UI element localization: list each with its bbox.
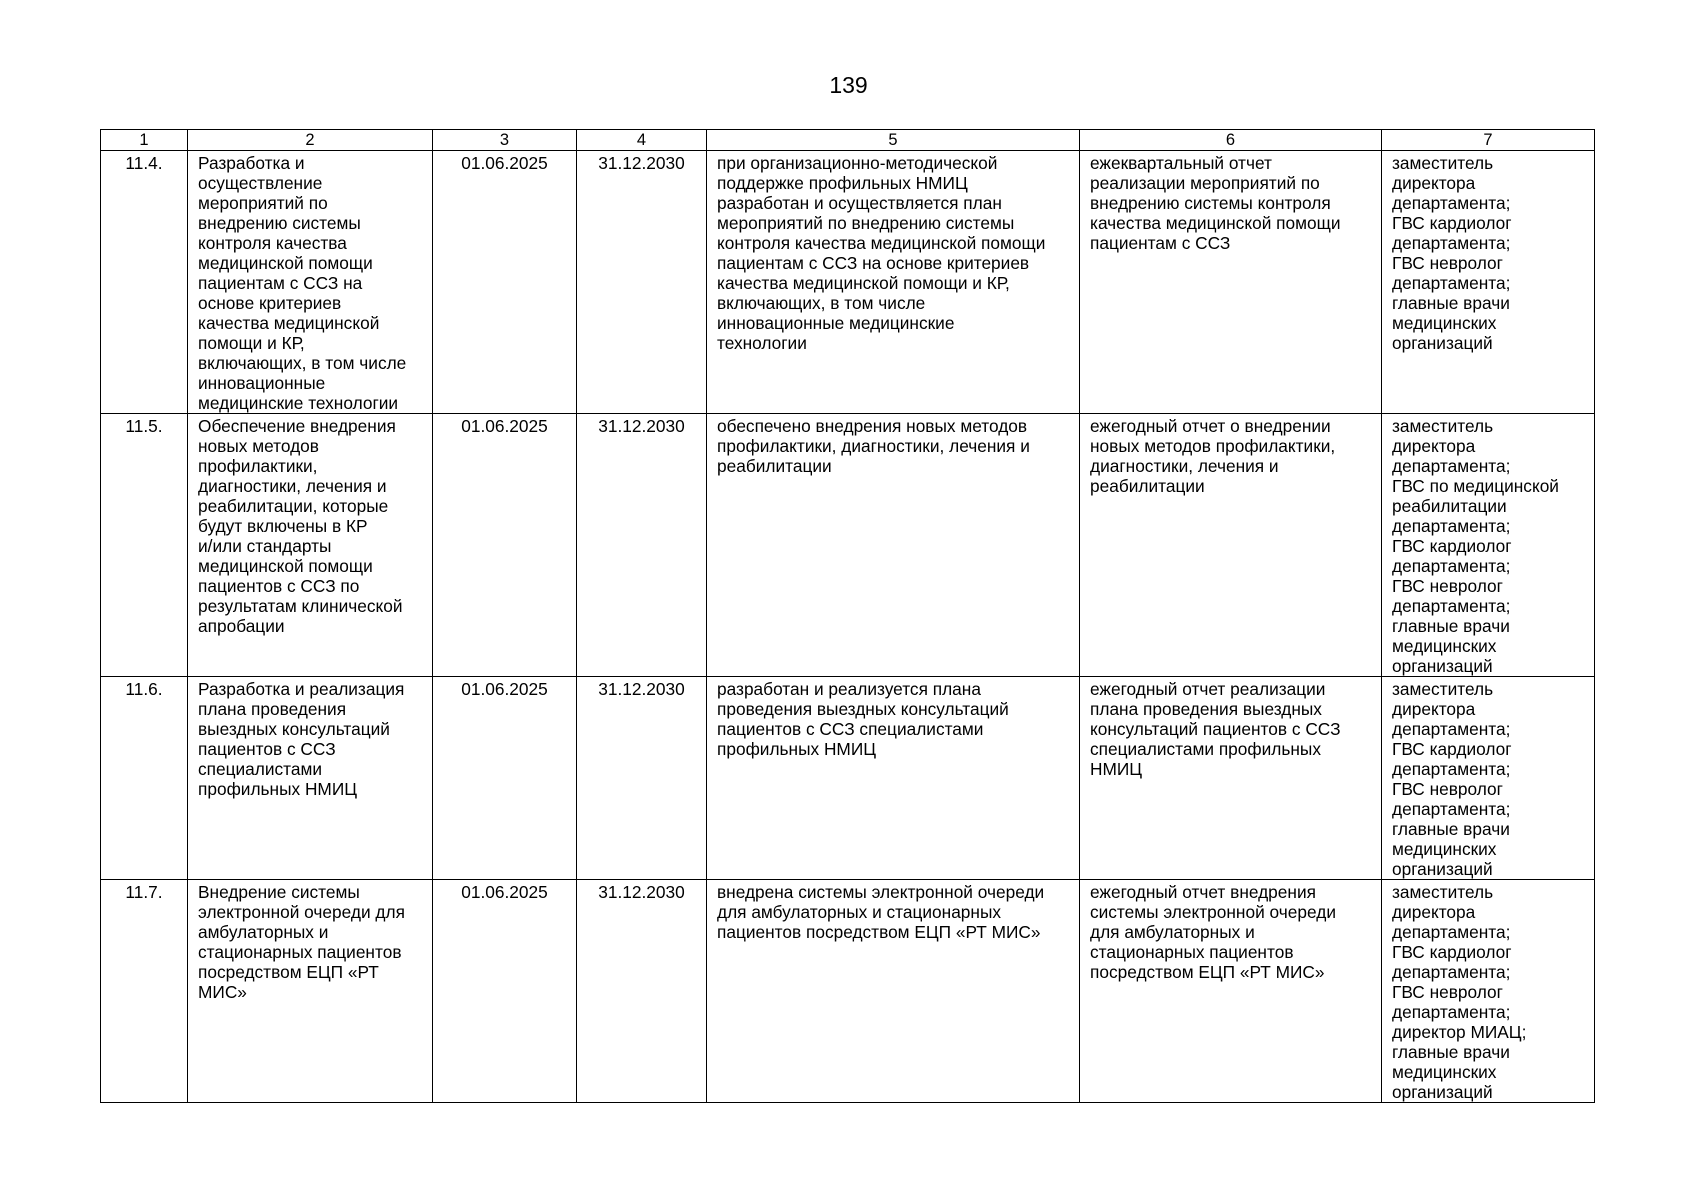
start-date-cell xyxy=(433,151,577,414)
column-header-4: 4 xyxy=(577,130,707,151)
end-date: 31.12.2030 xyxy=(598,679,685,699)
end-date: 31.12.2030 xyxy=(598,153,685,173)
item-number: 11.4. xyxy=(125,153,163,173)
task-text: Разработка и осуществление мероприятий по внедрению системы контроля качества медицинской помощи пациентам с ССЗ на основe критериев качества медицинской помощи и КР, включающих, в том числе инновационные медицинские технологии xyxy=(198,153,407,413)
start-date: 01.06.2025 xyxy=(461,416,548,436)
item-number-cell xyxy=(101,880,188,1103)
responsible-cell xyxy=(1382,880,1595,1103)
item-number: 11.5. xyxy=(125,416,163,436)
result-text: обеспечено внедрения новых методов профилактики, диагностики, лечения и реабилитации xyxy=(717,416,1030,476)
report-cell xyxy=(1080,151,1382,414)
item-number-cell xyxy=(101,151,188,414)
item-number: 11.7. xyxy=(125,882,163,902)
report-cell xyxy=(1080,677,1382,880)
table-row xyxy=(101,151,1595,414)
report-text: ежегодный отчет о внедрении новых методов профилактики, диагностики, лечения и реабилитации xyxy=(1090,416,1336,496)
measures-table xyxy=(100,129,1595,1103)
result-cell xyxy=(707,880,1080,1103)
report-cell xyxy=(1080,880,1382,1103)
end-date-cell xyxy=(577,414,707,677)
header-row xyxy=(101,130,1595,151)
table-row xyxy=(101,414,1595,677)
end-date-cell xyxy=(577,677,707,880)
table-row xyxy=(101,880,1595,1103)
column-header-2: 2 xyxy=(188,130,433,151)
result-text: при организационно-методической поддержке профильных НМИЦ разработан и осуществляется план мероприятий по внедрению системы контроля качества медицинской помощи пациентам с ССЗ на основе критериев качества медицинской помощи и КР, включающих, в том числе инновационные медицинские технологии xyxy=(717,153,1046,353)
responsible-cell xyxy=(1382,151,1595,414)
start-date: 01.06.2025 xyxy=(461,153,548,173)
report-text: ежеквартальный отчет реализации мероприятий по внедрению системы контроля качества медицинской помощи пациентам с ССЗ xyxy=(1090,153,1341,253)
report-text: ежегодный отчет внедрения системы электронной очереди для амбулаторных и стационарных пациентов посредством ЕЦП «РТ МИС» xyxy=(1090,882,1336,982)
item-number-cell xyxy=(101,677,188,880)
responsible-text: заместитель директора департамента; ГВС по медицинской реабилитации департамента; ГВС кардиолог департамента; ГВС невролог департамента; главные врачи медицинских организаций xyxy=(1392,416,1559,676)
column-header-6: 6 xyxy=(1080,130,1382,151)
start-date: 01.06.2025 xyxy=(461,882,548,902)
result-cell xyxy=(707,677,1080,880)
responsible-text: заместитель директора департамента; ГВС кардиолог департамента; ГВС невролог департамента; главные врачи медицинских организаций xyxy=(1392,679,1512,879)
task-cell xyxy=(188,414,433,677)
start-date-cell xyxy=(433,880,577,1103)
column-header-3: 3 xyxy=(433,130,577,151)
result-cell xyxy=(707,414,1080,677)
end-date-cell xyxy=(577,151,707,414)
start-date-cell xyxy=(433,677,577,880)
result-cell xyxy=(707,151,1080,414)
task-cell xyxy=(188,677,433,880)
start-date: 01.06.2025 xyxy=(461,679,548,699)
column-header-1: 1 xyxy=(101,130,188,151)
responsible-cell xyxy=(1382,414,1595,677)
item-number: 11.6. xyxy=(125,679,163,699)
task-text: Обеспечение внедрения новых методов профилактики, диагностики, лечения и реабилитации, которые будут включены в КР и/или стандарты медицинской помощи пациентов с ССЗ по результатам клинической апробации xyxy=(198,416,403,636)
page-number: 139 xyxy=(829,72,868,98)
end-date-cell xyxy=(577,880,707,1103)
item-number-cell xyxy=(101,414,188,677)
report-cell xyxy=(1080,414,1382,677)
start-date-cell xyxy=(433,414,577,677)
task-text: Внедрение системы электронной очереди для амбулаторных и стационарных пациентов посредством ЕЦП «РТ МИС» xyxy=(198,882,405,1002)
result-text: внедрена системы электронной очереди для амбулаторных и стационарных пациентов посредством ЕЦП «РТ МИС» xyxy=(717,882,1045,942)
responsible-text: заместитель директора департамента; ГВС кардиолог департамента; ГВС невролог департамента; главные врачи медицинских организаций xyxy=(1392,153,1512,353)
task-cell xyxy=(188,880,433,1103)
task-cell xyxy=(188,151,433,414)
column-header-7: 7 xyxy=(1382,130,1595,151)
end-date: 31.12.2030 xyxy=(598,882,685,902)
table-row xyxy=(101,677,1595,880)
column-header-5: 5 xyxy=(707,130,1080,151)
responsible-cell xyxy=(1382,677,1595,880)
report-text: ежегодный отчет реализации плана проведения выездных консультаций пациентов с ССЗ специалистами профильных НМИЦ xyxy=(1090,679,1341,779)
task-text: Разработка и реализация плана проведения выездных консультаций пациентов с ССЗ специалистами профильных НМИЦ xyxy=(198,679,405,799)
responsible-text: заместитель директора департамента; ГВС кардиолог департамента; ГВС невролог департамента; директор МИАЦ; главные врачи медицинских организаций xyxy=(1392,882,1527,1102)
result-text: разработан и реализуется плана проведения выездных консультаций пациентов с ССЗ специалистами профильных НМИЦ xyxy=(717,679,1009,759)
end-date: 31.12.2030 xyxy=(598,416,685,436)
